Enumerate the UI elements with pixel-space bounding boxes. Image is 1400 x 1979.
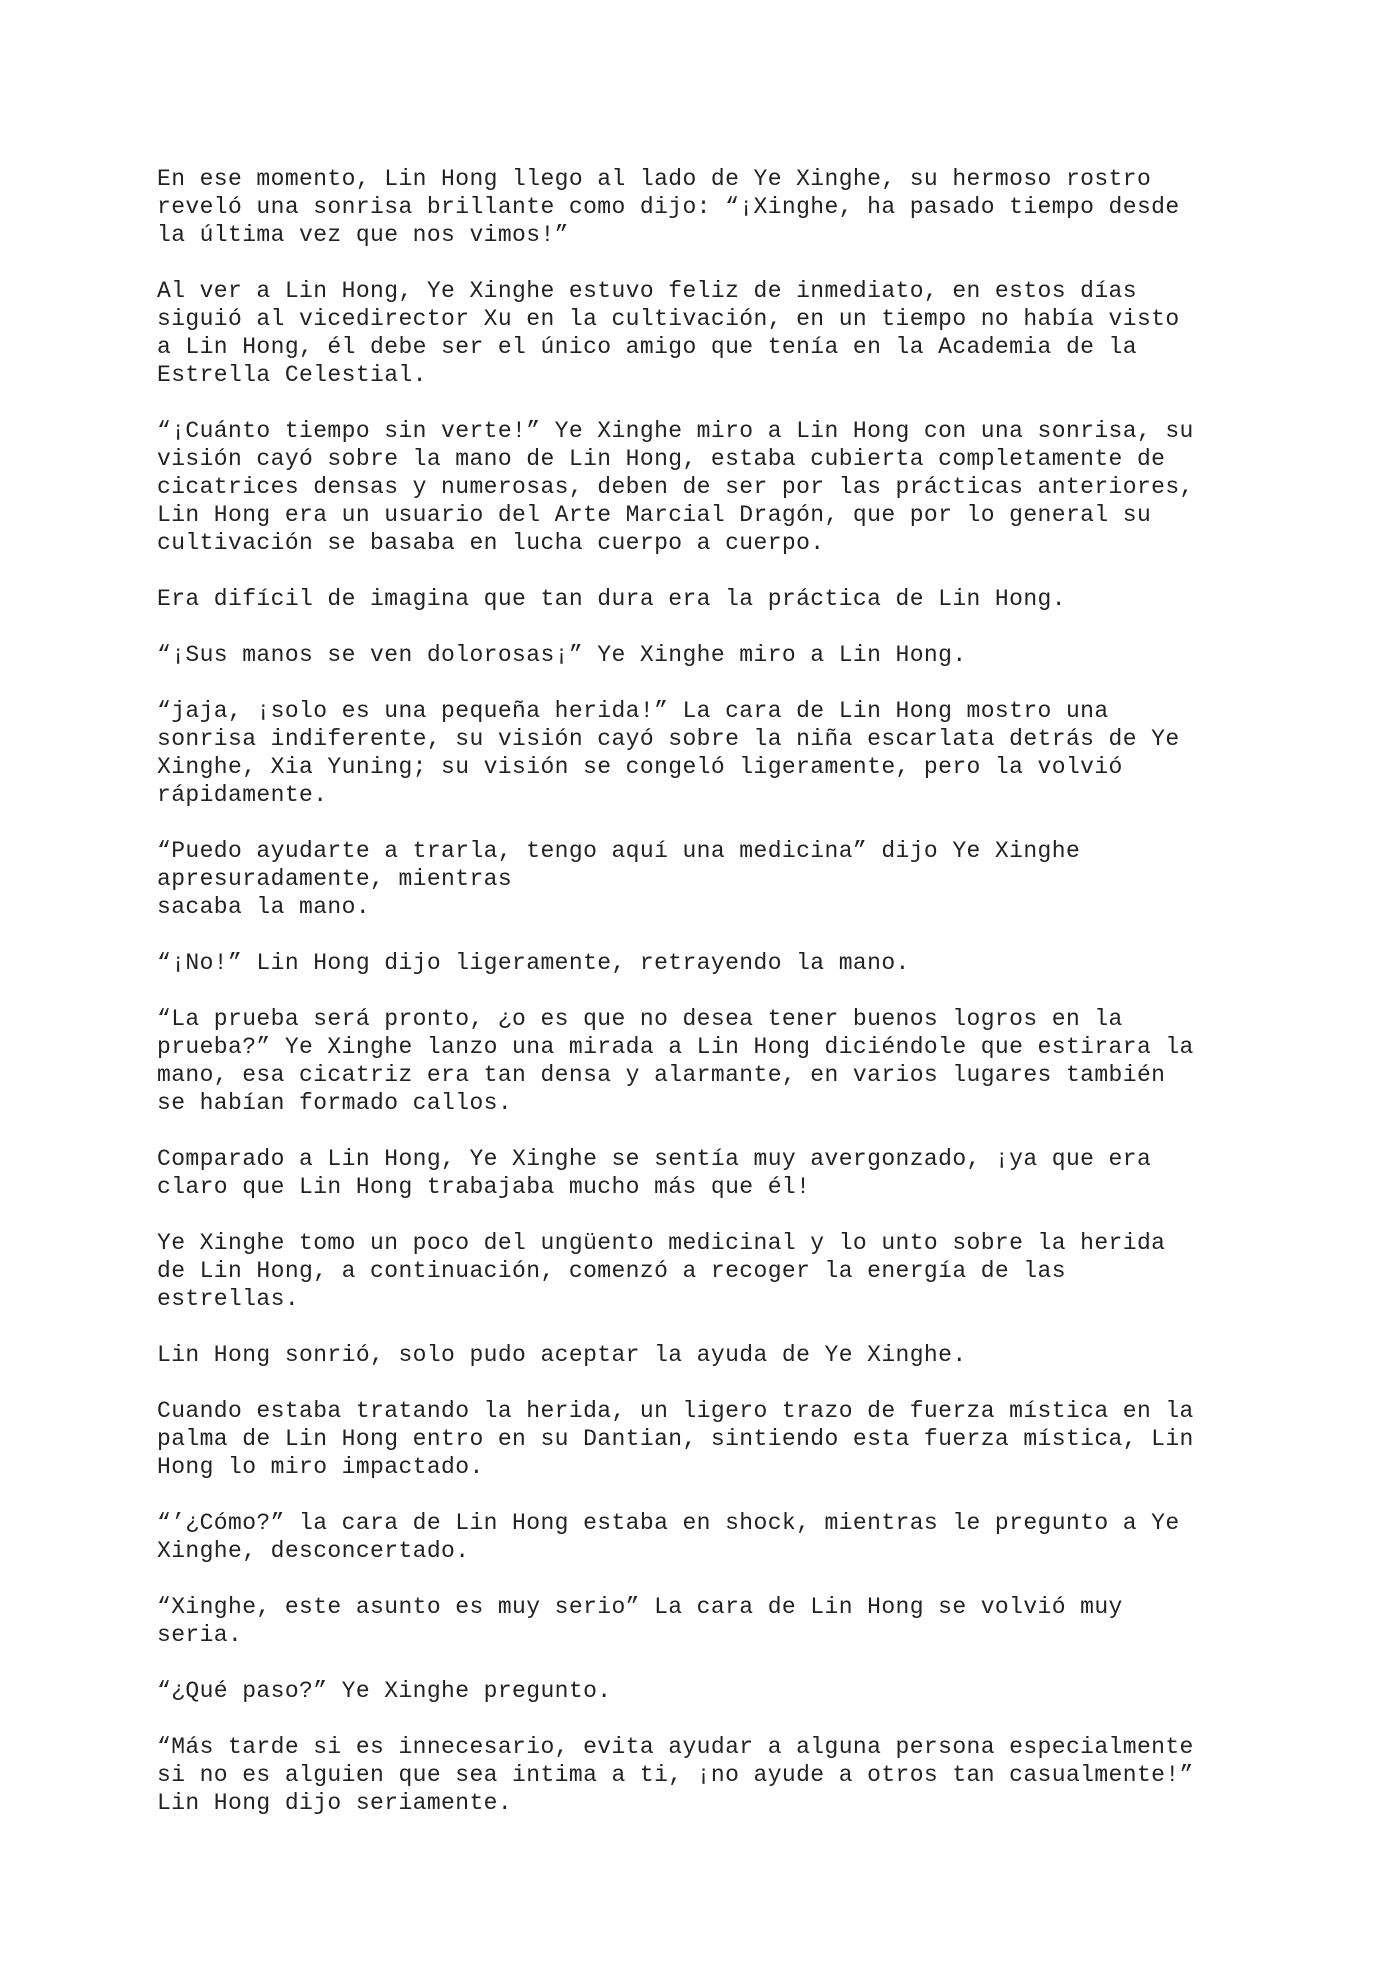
paragraph-5: “¡Sus manos se ven dolorosas¡” Ye Xinghe miro a Lin Hong.: [157, 642, 967, 668]
paragraph-1: En ese momento, Lin Hong llego al lado de Ye Xinghe, su hermoso rostro reveló una sonrisa brillante como dijo: “¡Xinghe, ha pasado tiempo desde la última vez que nos vimos!”: [157, 166, 1180, 248]
paragraph-15: “Xinghe, este asunto es muy serio” La cara de Lin Hong se volvió muy seria.: [157, 1594, 1123, 1648]
paragraph-8: “¡No!” Lin Hong dijo ligeramente, retrayendo la mano.: [157, 950, 910, 976]
paragraph-9: “La prueba será pronto, ¿o es que no desea tener buenos logros en la prueba?” Ye Xinghe lanzo una mirada a Lin Hong diciéndole que estirara la mano, esa cicatriz era tan densa y alarmante, en varios lugares también se habían formado callos.: [157, 1006, 1194, 1116]
document-body: [157, 165, 1277, 1845]
paragraph-16: “¿Qué paso?” Ye Xinghe pregunto.: [157, 1678, 612, 1704]
paragraph-6: “jaja, ¡solo es una pequeña herida!” La cara de Lin Hong mostro una sonrisa indiferente, su visión cayó sobre la niña escarlata detrás de Ye Xinghe, Xia Yuning; su visión se congeló ligeramente, pero la volvió rápidamente.: [157, 698, 1180, 808]
paragraph-4: Era difícil de imagina que tan dura era la práctica de Lin Hong.: [157, 586, 1066, 612]
paragraph-11: Ye Xinghe tomo un poco del ungüento medicinal y lo unto sobre la herida de Lin Hong, a continuación, comenzó a recoger la energía de las estrellas.: [157, 1230, 1166, 1312]
paragraph-2: Al ver a Lin Hong, Ye Xinghe estuvo feliz de inmediato, en estos días siguió al vicedirector Xu en la cultivación, en un tiempo no había visto a Lin Hong, él debe ser el único amigo que tenía en la Academia de la Estrella Celestial.: [157, 278, 1180, 388]
paragraph-14: “’¿Cómo?” la cara de Lin Hong estaba en shock, mientras le pregunto a Ye Xinghe, desconcertado.: [157, 1510, 1180, 1564]
paragraph-3: “¡Cuánto tiempo sin verte!” Ye Xinghe miro a Lin Hong con una sonrisa, su visión cayó sobre la mano de Lin Hong, estaba cubierta completamente de cicatrices densas y numerosas, deben de ser por las prácticas anteriores, Lin Hong era un usuario del Arte Marcial Dragón, que por lo general su cultivación se basaba en lucha cuerpo a cuerpo.: [157, 418, 1194, 556]
paragraph-13: Cuando estaba tratando la herida, un ligero trazo de fuerza mística en la palma de Lin Hong entro en su Dantian, sintiendo esta fuerza mística, Lin Hong lo miro impactado.: [157, 1398, 1194, 1480]
paragraph-12: Lin Hong sonrió, solo pudo aceptar la ayuda de Ye Xinghe.: [157, 1342, 967, 1368]
paragraph-17: “Más tarde si es innecesario, evita ayudar a alguna persona especialmente si no es alguien que sea intima a ti, ¡no ayude a otros tan casualmente!” Lin Hong dijo seriamente.: [157, 1734, 1194, 1816]
paragraph-7: “Puedo ayudarte a trarla, tengo aquí una medicina” dijo Ye Xinghe apresuradamente, mientras sacaba la mano.: [157, 838, 1081, 920]
paragraph-10: Comparado a Lin Hong, Ye Xinghe se sentía muy avergonzado, ¡ya que era claro que Lin Hong trabajaba mucho más que él!: [157, 1146, 1152, 1200]
